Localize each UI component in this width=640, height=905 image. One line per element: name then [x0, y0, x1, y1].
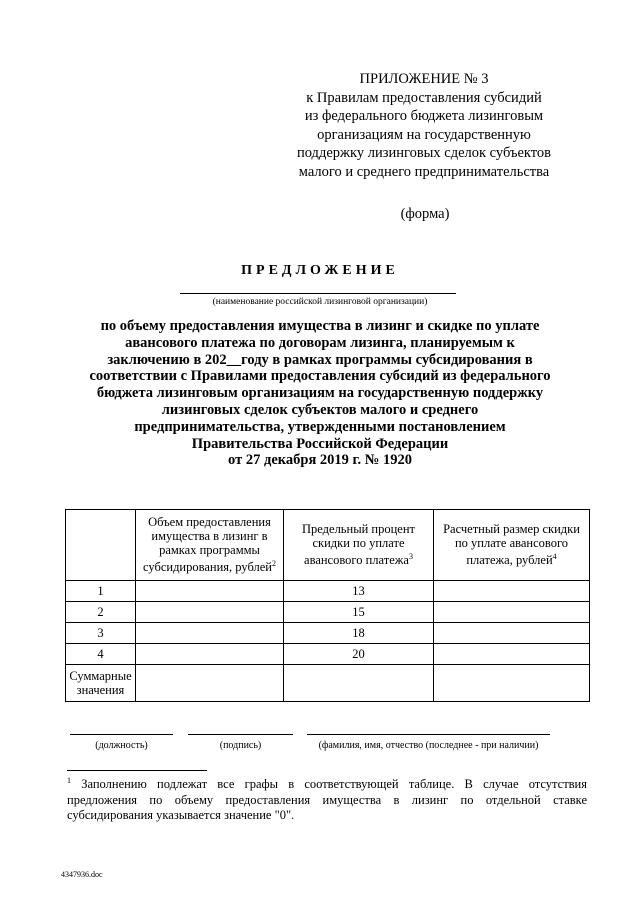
footnote-line: $^1$ Заполнению подлежат все графы в соответствующей таблице. В случае отсутствия: [67, 776, 588, 792]
subtitle-line: от 27 декабря 2019 г. № 1920: [228, 452, 412, 469]
sum-volume-cell[interactable]: [136, 665, 284, 702]
table-row: [66, 644, 590, 665]
subtitle-line: Правительства Российской Федерации: [191, 435, 449, 452]
footnote-ref: 4: [552, 552, 557, 562]
footnote-line: субсидирования указывается значение "0".: [67, 808, 295, 823]
volume-cell[interactable]: [136, 623, 284, 644]
appendix-line: поддержку лизинговых сделок субъектов: [296, 145, 552, 161]
discount-cell[interactable]: [434, 602, 590, 623]
subtitle-line: соответствии с Правилами предоставления субсидий из федерального: [89, 368, 551, 385]
footnote: [67, 773, 587, 824]
appendix-header: [274, 70, 574, 181]
appendix-line: малого и среднего предпринимательства: [298, 163, 550, 180]
org-name-line: [180, 293, 456, 294]
form-label: (форма): [400, 206, 450, 222]
sum-discount-cell[interactable]: [434, 665, 590, 702]
header-cell-percent: Предельный процент скидки по уплате авансового платежа$^3$: [284, 510, 434, 581]
footnote-ref: 2: [271, 559, 276, 569]
org-name-caption: (наименование российской лизинговой организации): [212, 297, 428, 307]
full-name-caption: (фамилия, имя, отчество (последнее - при наличии): [318, 740, 539, 751]
header-cell-discount: Расчетный размер скидки по уплате авансового платежа, рублей$^4$: [434, 510, 590, 581]
subtitle-line: бюджета лизинговым организациям на государственную поддержку: [96, 385, 544, 402]
appendix-line: организациям на государственную: [317, 126, 531, 143]
discount-cell[interactable]: [434, 644, 590, 665]
footnote-ref: 3: [408, 552, 413, 562]
table-sum-row: [66, 665, 590, 702]
sum-label: Суммарные значения: [66, 665, 136, 702]
subtitle-line: заключению в 202__году в рамках программы субсидирования в: [107, 351, 533, 368]
percent-cell: 20: [284, 644, 434, 665]
full-name-line[interactable]: [307, 734, 550, 735]
row-number: 2: [66, 602, 136, 623]
header-cell-volume: Объем предоставления имущества в лизинг в рамках программы субсидирования, рублей$^2$: [136, 510, 284, 581]
appendix-line: из федерального бюджета лизинговым: [304, 108, 544, 124]
signature-line[interactable]: [188, 734, 293, 735]
percent-cell: 15: [284, 602, 434, 623]
subtitle-line: предпринимательства, утвержденными постановлением: [134, 418, 506, 435]
discount-cell[interactable]: [434, 581, 590, 602]
row-number: 3: [66, 623, 136, 644]
document-title: ПРЕДЛОЖЕНИЕ: [241, 263, 399, 278]
subtitle-line: авансового платежа по договорам лизинга, планируемым к: [125, 334, 515, 351]
sum-percent-cell: [284, 665, 434, 702]
appendix-line: к Правилам предоставления субсидий: [306, 89, 542, 106]
percent-cell: 18: [284, 623, 434, 644]
table-row: [66, 581, 590, 602]
footnote-number: 1: [67, 776, 71, 785]
volume-cell[interactable]: [136, 581, 284, 602]
position-line[interactable]: [70, 734, 173, 735]
discount-cell[interactable]: [434, 623, 590, 644]
subtitle-line: лизинговых сделок субъектов малого и среднего: [161, 401, 479, 418]
position-caption: (должность): [95, 740, 148, 751]
row-number: 1: [66, 581, 136, 602]
signature-caption: (подпись): [219, 740, 262, 751]
table-header-row: [66, 510, 590, 581]
table-row: [66, 623, 590, 644]
document-id: 4347936.doc: [61, 870, 103, 879]
footnote-separator: [67, 770, 207, 771]
row-number: 4: [66, 644, 136, 665]
document-subtitle: [60, 318, 580, 469]
header-cell-empty: [66, 510, 136, 581]
volume-cell[interactable]: [136, 602, 284, 623]
table-row: [66, 602, 590, 623]
percent-cell: 13: [284, 581, 434, 602]
appendix-number: ПРИЛОЖЕНИЕ № 3: [359, 71, 489, 87]
footnote-line: предложения по объему предоставления имущества в лизинг по отдельной ставке: [67, 792, 587, 807]
volume-cell[interactable]: [136, 644, 284, 665]
subtitle-line: по объему предоставления имущества в лизинг и скидке по уплате: [100, 318, 540, 334]
proposal-table: [65, 509, 590, 702]
